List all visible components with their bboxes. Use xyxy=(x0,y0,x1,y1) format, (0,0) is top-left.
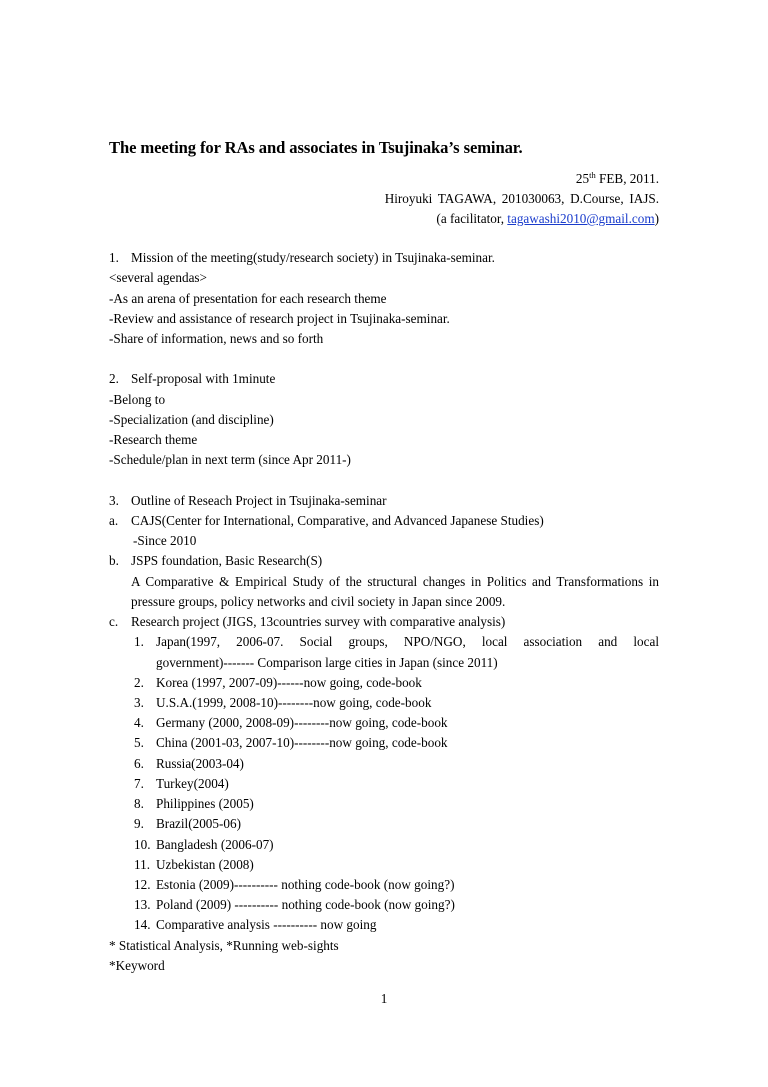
list-number: 10. xyxy=(134,837,151,852)
subsection-text: JSPS foundation, Basic Research(S) xyxy=(131,553,323,568)
country-list-item xyxy=(134,735,448,751)
country-list-item xyxy=(134,634,659,650)
subsection-a-note: -Since 2010 xyxy=(133,533,197,548)
section-heading-text: Self-proposal with 1minute xyxy=(131,371,276,386)
section-number: 3. xyxy=(109,493,119,508)
list-text: China (2001-03, 2007-10)--------now going, code-book xyxy=(156,735,448,750)
country-list-item-continued: government)------- Comparison large cities in Japan (since 2011) xyxy=(156,655,498,670)
list-number: 9. xyxy=(134,816,144,831)
country-list-item xyxy=(134,917,376,933)
list-text: Brazil(2005-06) xyxy=(156,816,241,831)
section-heading-text: Mission of the meeting(study/research society) in Tsujinaka-seminar. xyxy=(131,250,495,265)
subsection-label: c. xyxy=(109,614,119,629)
country-list-item xyxy=(134,776,229,792)
country-list-item xyxy=(134,816,241,832)
subsection-label: b. xyxy=(109,553,119,568)
subsection-c xyxy=(109,614,505,630)
list-text: Germany (2000, 2008-09)--------now going, code-book xyxy=(156,715,448,730)
list-item: -Research theme xyxy=(109,432,198,447)
list-number: 7. xyxy=(134,776,144,791)
facilitator-prefix: (a facilitator, xyxy=(436,211,508,226)
email-link[interactable]: tagawashi2010@gmail.com xyxy=(507,211,655,226)
list-number: 4. xyxy=(134,715,144,730)
list-item: -Specialization (and discipline) xyxy=(109,412,274,427)
list-number: 2. xyxy=(134,675,144,690)
list-number: 12. xyxy=(134,877,151,892)
subsection-a xyxy=(109,513,544,529)
facilitator-line xyxy=(436,211,659,227)
section-heading-text: Outline of Reseach Project in Tsujinaka-seminar xyxy=(131,493,387,508)
list-text: Poland (2009) ---------- nothing code-book (now going?) xyxy=(156,897,455,912)
list-item: -Review and assistance of research project in Tsujinaka-seminar. xyxy=(109,311,450,326)
section-number: 2. xyxy=(109,371,119,386)
list-number: 14. xyxy=(134,917,151,932)
list-number: 8. xyxy=(134,796,144,811)
footer-note: *Keyword xyxy=(109,958,165,973)
date-day: 25 xyxy=(575,171,590,186)
country-list-item xyxy=(134,837,274,853)
document-date xyxy=(576,171,659,187)
list-number: 1. xyxy=(134,634,144,649)
list-text: Japan(1997, 2006-07. Social groups, NPO/NGO, local association and local xyxy=(156,634,659,649)
date-ordinal: th xyxy=(589,170,596,180)
footer-note: * Statistical Analysis, *Running web-sights xyxy=(109,938,339,953)
page-number: 1 xyxy=(380,991,388,1006)
list-text: Uzbekistan (2008) xyxy=(156,857,254,872)
list-item: -Share of information, news and so forth xyxy=(109,331,324,346)
list-item: -Belong to xyxy=(109,392,166,407)
list-text: Bangladesh (2006-07) xyxy=(156,837,274,852)
list-text: Russia(2003-04) xyxy=(156,756,244,771)
country-list-item xyxy=(134,756,244,772)
list-text: U.S.A.(1999, 2008-10)--------now going, code-book xyxy=(156,695,432,710)
section-number: 1. xyxy=(109,250,119,265)
subsection-text: Research project (JIGS, 13countries survey with comparative analysis) xyxy=(131,614,506,629)
country-list-item xyxy=(134,796,254,812)
list-text: Estonia (2009)---------- nothing code-book (now going?) xyxy=(156,877,455,892)
list-number: 5. xyxy=(134,735,144,750)
document-title: The meeting for RAs and associates in Tsujinaka’s seminar. xyxy=(109,138,523,157)
list-text: Philippines (2005) xyxy=(156,796,254,811)
list-number: 6. xyxy=(134,756,144,771)
author-line: Hiroyuki TAGAWA, 201030063, D.Course, IAJS. xyxy=(384,191,659,206)
subsection-b-description-1: A Comparative & Empirical Study of the structural changes in Politics and Transformations in xyxy=(131,574,659,589)
country-list-item xyxy=(134,897,455,913)
section-2-heading xyxy=(109,371,275,387)
list-number: 3. xyxy=(134,695,144,710)
country-list-item xyxy=(134,715,448,731)
list-text: Comparative analysis ---------- now going xyxy=(156,917,377,932)
date-rest: FEB, 2011. xyxy=(595,171,659,186)
country-list-item xyxy=(134,857,254,873)
subsection-text: CAJS(Center for International, Comparative, and Advanced Japanese Studies) xyxy=(131,513,544,528)
section-3-heading xyxy=(109,493,387,509)
facilitator-suffix: ) xyxy=(654,211,659,226)
list-item: <several agendas> xyxy=(109,270,207,285)
country-list-item xyxy=(134,877,454,893)
country-list-item xyxy=(134,695,431,711)
subsection-b xyxy=(109,553,322,569)
section-1-heading xyxy=(109,250,495,266)
list-number: 13. xyxy=(134,897,151,912)
list-text: Turkey(2004) xyxy=(156,776,229,791)
list-number: 11. xyxy=(134,857,150,872)
subsection-label: a. xyxy=(109,513,119,528)
list-item: -Schedule/plan in next term (since Apr 2011-) xyxy=(109,452,351,467)
country-list-item xyxy=(134,675,422,691)
list-text: Korea (1997, 2007-09)------now going, code-book xyxy=(156,675,422,690)
subsection-b-description-2: pressure groups, policy networks and civil society in Japan since 2009. xyxy=(131,594,506,609)
list-item: -As an arena of presentation for each research theme xyxy=(109,291,387,306)
